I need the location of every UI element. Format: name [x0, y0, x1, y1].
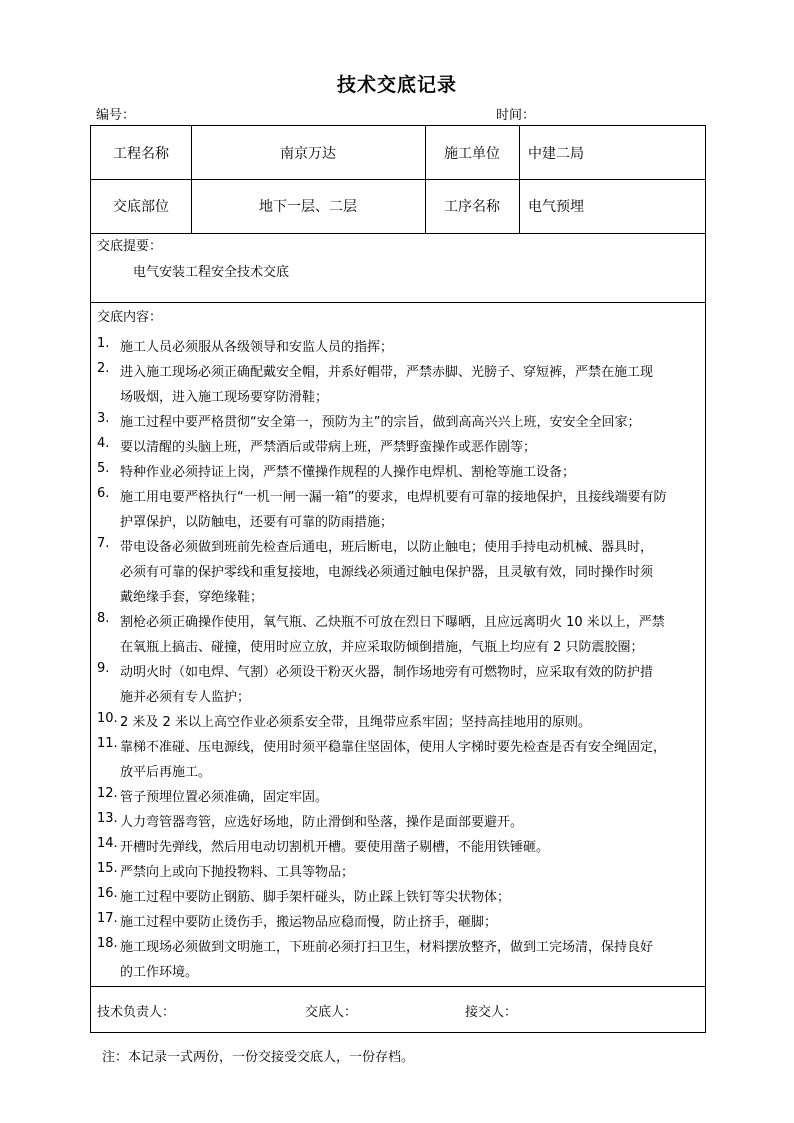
list-item-number: 3. [97, 411, 110, 426]
list-item-text: 必须有可靠的保护零线和重复接地，电源线必须通过触电保护器，且灵敏有效，同时操作时须 [120, 565, 654, 580]
disclosure-part-value: 地下一层、二层 [259, 199, 357, 215]
list-item-number: 10. [97, 711, 118, 726]
list-item-text: 管子预埋位置必须准确，固定牢固。 [120, 790, 329, 805]
list-item-number: 8. [97, 611, 110, 626]
list-item-text: 2 米及 2 米以上高空作业必须系安全带，且绳带应系牢固；坚持高挂地用的原则。 [120, 715, 591, 730]
list-item-text: 戴绝缘手套，穿绝缘鞋； [120, 590, 264, 605]
list-item-text: 开槽时先弹线，然后用电动切割机开槽。要使用凿子剔槽，不能用铁锤砸。 [120, 840, 550, 855]
list-item-text: 施工过程中要防止烫伤手，搬运物品应稳而慢，防止挤手，砸脚； [120, 915, 498, 930]
document-title: 技术交底记录 [336, 74, 457, 96]
list-item-number: 15. [97, 861, 118, 876]
serial-number-label: 编号： [96, 108, 136, 123]
footnote: 注：本记录一式两份，一份交接受交底人，一份存档。 [102, 1050, 415, 1065]
list-item-number: 17. [97, 911, 118, 926]
list-item-text: 割枪必须正确操作使用，氧气瓶、乙炔瓶不可放在烈日下曝晒，且应远离明火 10 米以上，严禁 [120, 615, 665, 630]
list-item-text: 施工过程中要严格贯彻“安全第一，预防为主”的宗旨，做到高高兴兴上班，安安全全回家； [120, 415, 641, 430]
time-label: 时间： [496, 108, 536, 123]
process-name-label: 工序名称 [444, 199, 500, 215]
list-item-number: 4. [97, 436, 110, 451]
list-item-text: 的工作环境。 [120, 965, 199, 980]
list-item-number: 13. [97, 811, 118, 826]
list-item-text: 动明火时（如电焊、气割）必须设干粉灭火器，制作场地旁有可燃物时，应采取有效的防护措 [120, 665, 654, 680]
construction-unit-label: 施工单位 [444, 145, 500, 162]
list-item-number: 11. [97, 736, 118, 751]
column-divider [519, 126, 520, 233]
list-item-text: 人力弯管器弯管，应选好场地，防止滑倒和坠落，操作是面部要避开。 [120, 815, 524, 830]
project-name-value: 南京万达 [280, 145, 336, 162]
list-item-text: 施并必须有专人监护； [120, 690, 251, 705]
tech-lead-label: 技术负责人： [97, 1005, 176, 1020]
row-divider [91, 233, 705, 234]
project-name-label: 工程名称 [113, 145, 169, 162]
row-divider [91, 302, 705, 303]
list-item-number: 1. [97, 336, 110, 351]
summary-text: 电气安装工程安全技术交底 [133, 265, 290, 280]
list-item-text: 施工人员必须服从各级领导和安监人员的指挥； [120, 340, 394, 355]
list-item-number: 14. [97, 836, 118, 851]
content-label: 交底内容： [97, 310, 163, 325]
list-item-number: 7. [97, 536, 110, 551]
process-name-value: 电气预埋 [528, 199, 584, 215]
receiver-label: 接交人： [465, 1005, 518, 1020]
summary-label: 交底提要： [97, 239, 163, 254]
list-item-text: 靠梯不准碰、压电源线，使用时须平稳靠住坚固体，使用人字梯时要先检查是否有安全绳固定， [120, 740, 667, 755]
list-item-number: 2. [97, 361, 110, 376]
list-item-number: 18. [97, 936, 118, 951]
record-table [90, 125, 706, 1033]
list-item-text: 严禁向上或向下抛投物料、工具等物品； [120, 865, 355, 880]
list-item-text: 在氧瓶上搞击、碰撞，使用时应立放，并应采取防倾倒措施，气瓶上均应有 2 只防震胶圈； [120, 640, 644, 655]
construction-unit-value: 中建二局 [528, 145, 584, 162]
list-item-number: 6. [97, 486, 110, 501]
list-item-text: 特种作业必须持证上岗，严禁不懂操作规程的人操作电焊机、割枪等施工设备； [120, 465, 576, 480]
row-divider [91, 986, 705, 987]
list-item-number: 12. [97, 786, 118, 801]
discloser-label: 交底人： [305, 1005, 358, 1020]
list-item-text: 放平后再施工。 [120, 765, 212, 780]
disclosure-part-label: 交底部位 [113, 199, 169, 215]
list-item-text: 施工用电要严格执行“一机一闸一漏一箱”的要求，电焊机要有可靠的接地保护，且接线端要有防 [120, 490, 667, 505]
list-item-text: 护罩保护，以防触电，还要有可靠的防雨措施； [120, 515, 394, 530]
list-item-text: 要以清醒的头脑上班，严禁酒后或带病上班，严禁野蛮操作或恶作剧等； [120, 440, 537, 455]
list-item-text: 施工现场必须做到文明施工，下班前必须打扫卫生，材料摆放整齐，做到工完场清，保持良好 [120, 940, 654, 955]
list-item-text: 带电设备必须做到班前先检查后通电，班后断电，以防止触电；使用手持电动机械、器具时， [120, 540, 654, 555]
list-item-text: 施工过程中要防止钢筋、脚手架杆碰头，防止踩上铁钉等尖状物体； [120, 890, 511, 905]
list-item-number: 9. [97, 661, 110, 676]
list-item-text: 进入施工现场必须正确配戴安全帽，并系好帽带，严禁赤脚、光膀子、穿短裤，严禁在施工现 [120, 365, 654, 380]
list-item-text: 场吸烟，进入施工现场要穿防滑鞋； [120, 390, 329, 405]
list-item-number: 5. [97, 461, 110, 476]
list-item-number: 16. [97, 886, 118, 901]
